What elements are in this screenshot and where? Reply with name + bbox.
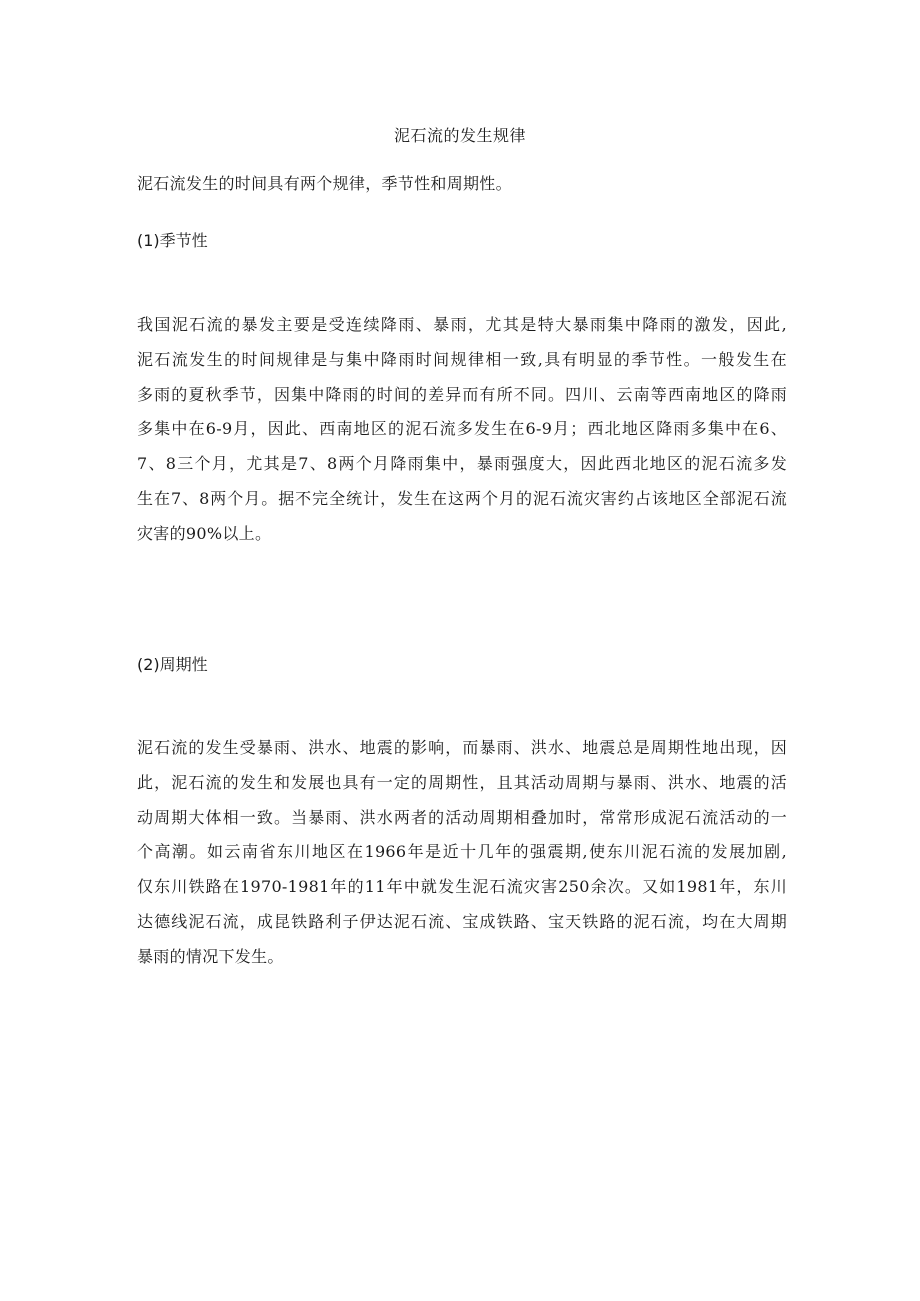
paragraph-line: 动周期大体相一致。当暴雨、洪水两者的活动周期相叠加时，常常形成泥石流活动的一: [137, 807, 787, 827]
paragraph-line: 多雨的夏秋季节，因集中降雨的时间的差异而有所不同。四川、云南等西南地区的降雨: [137, 384, 787, 404]
section-body-periodicity: [137, 736, 787, 980]
paragraph-line: 达德线泥石流，成昆铁路利子伊达泥石流、宝成铁路、宝天铁路的泥石流，均在大周期: [137, 911, 787, 931]
section-body-seasonality: [137, 313, 787, 557]
paragraph-line: 泥石流的发生受暴雨、洪水、地震的影响，而暴雨、洪水、地震总是周期性地出现，因: [137, 738, 787, 757]
intro-paragraph: 泥石流发生的时间具有两个规律，季节性和周期性。: [137, 174, 512, 193]
paragraph-line: 仅东川铁路在1970-1981年的11年中就发生泥石流灾害250余次。又如1981年，东川: [137, 877, 787, 897]
section-heading-periodicity: (2)周期性: [137, 655, 208, 674]
paragraph-line: 此，泥石流的发生和发展也具有一定的周期性，且其活动周期与暴雨、洪水、地震的活: [137, 772, 787, 792]
paragraph-line: 灾害的90%以上。: [137, 523, 272, 543]
paragraph-line: 多集中在6-9月，因此、西南地区的泥石流多发生在6-9月；西北地区降雨多集中在6、: [137, 419, 787, 439]
section-heading-seasonality: (1)季节性: [137, 231, 208, 250]
paragraph-line: 暴雨的情况下发生。: [137, 946, 284, 966]
paragraph-line: 我国泥石流的暴发主要是受连续降雨、暴雨，尤其是特大暴雨集中降雨的激发，因此,: [137, 315, 787, 334]
paragraph-line: 泥石流发生的时间规律是与集中降雨时间规律相一致,具有明显的季节性。一般发生在: [137, 349, 787, 369]
paragraph-line: 7、8三个月，尤其是7、8两个月降雨集中，暴雨强度大，因此西北地区的泥石流多发: [137, 454, 787, 474]
paragraph-line: 生在7、8两个月。据不完全统计，发生在这两个月的泥石流灾害约占该地区全部泥石流: [137, 488, 787, 508]
paragraph-line: 个高潮。如云南省东川地区在1966年是近十几年的强震期,使东川泥石流的发展加剧,: [137, 842, 787, 862]
document-title: 泥石流的发生规律: [393, 126, 526, 145]
